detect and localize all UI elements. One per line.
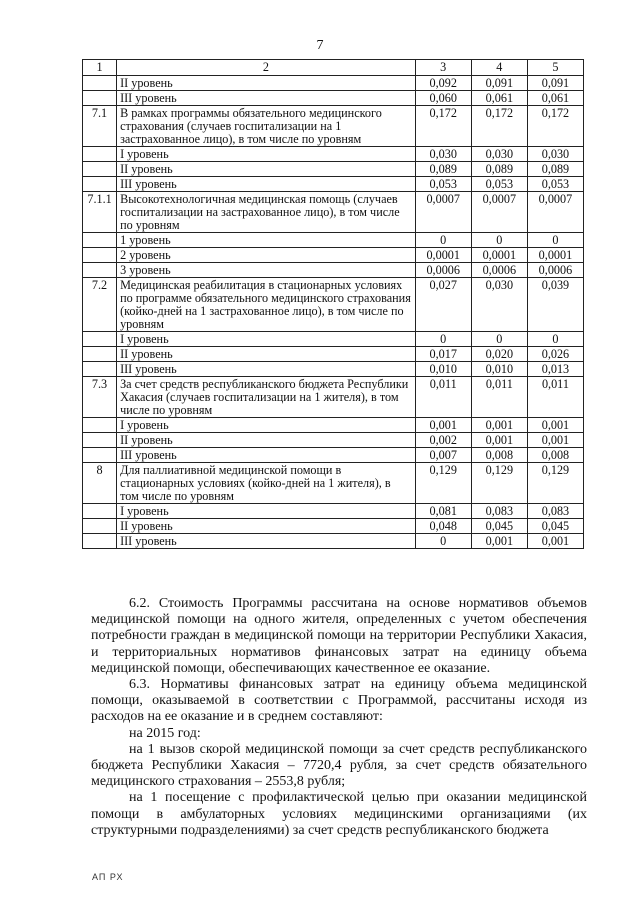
body-text (91, 596, 587, 839)
value-2016-cell: 0,008 (471, 448, 527, 463)
paragraph-year: на 2015 год: (129, 725, 201, 741)
value-2015-cell: 0 (415, 534, 471, 549)
value-2017-cell: 0,045 (527, 519, 583, 534)
value-2015-cell: 0,017 (415, 347, 471, 362)
value-2017-cell: 0,053 (527, 177, 583, 192)
value-2015-cell: 0,053 (415, 177, 471, 192)
value-2015-cell: 0,030 (415, 147, 471, 162)
row-number-cell (83, 362, 117, 377)
table-row (83, 362, 584, 377)
value-2016-cell: 0,001 (471, 433, 527, 448)
value-2015-cell: 0,002 (415, 433, 471, 448)
row-description-cell: III уровень (117, 448, 416, 463)
table-row (83, 162, 584, 177)
value-2017-cell: 0 (527, 233, 583, 248)
value-2016-cell: 0,030 (471, 278, 527, 332)
table-row (83, 504, 584, 519)
table-row (83, 278, 584, 332)
header-cell: 4 (471, 60, 527, 76)
table-row (83, 377, 584, 418)
header-cell: 1 (83, 60, 117, 76)
value-2017-cell: 0,129 (527, 463, 583, 504)
archive-mark: АП РХ (92, 872, 124, 882)
value-2016-cell: 0,010 (471, 362, 527, 377)
value-2015-cell: 0,001 (415, 418, 471, 433)
row-description-cell: II уровень (117, 76, 416, 91)
row-description-cell: III уровень (117, 534, 416, 549)
value-2016-cell: 0,089 (471, 162, 527, 177)
value-2015-cell: 0 (415, 233, 471, 248)
paragraph-6-2: 6.2. Стоимость Программы рассчитана на основе нормативов объемов медицинской помощи на одного жителя, определенных с учетом обеспечения потребности граждан в медицинской помощи на территории Республики Хакасия, и территориальных нормативов финансовых затрат на единицу объема медицинской помощи, обеспечивающих качественное ее оказание. (91, 596, 587, 676)
value-2017-cell: 0,026 (527, 347, 583, 362)
table-row (83, 433, 584, 448)
row-number-cell (83, 418, 117, 433)
value-2015-cell: 0,007 (415, 448, 471, 463)
paragraph-6-3: 6.3. Нормативы финансовых затрат на единицу объема медицинской помощи, оказываемой в соответствии с Программой, рассчитаны исходя из расходов на ее оказание и в среднем составляют: (91, 677, 587, 725)
value-2016-cell: 0,053 (471, 177, 527, 192)
value-2016-cell: 0,030 (471, 147, 527, 162)
value-2017-cell: 0,083 (527, 504, 583, 519)
row-description-cell: I уровень (117, 147, 416, 162)
table-row (83, 147, 584, 162)
row-description-cell: I уровень (117, 332, 416, 347)
value-2017-cell: 0,039 (527, 278, 583, 332)
table-row (83, 263, 584, 278)
row-number-cell: 7.2 (83, 278, 117, 332)
value-2017-cell: 0,001 (527, 534, 583, 549)
table-row (83, 248, 584, 263)
row-description-cell: Медицинская реабилитация в стационарных условиях по программе обязательного медицинского страхования (койко-дней на 1 застрахованное лицо), в том числе по уровням (117, 278, 416, 332)
table-row (83, 463, 584, 504)
value-2017-cell: 0 (527, 332, 583, 347)
table-row (83, 91, 584, 106)
value-2016-cell: 0,020 (471, 347, 527, 362)
value-2015-cell: 0,081 (415, 504, 471, 519)
header-cell: 3 (415, 60, 471, 76)
value-2015-cell: 0,129 (415, 463, 471, 504)
row-number-cell (83, 91, 117, 106)
value-2016-cell: 0,0001 (471, 248, 527, 263)
value-2016-cell: 0,091 (471, 76, 527, 91)
value-2015-cell: 0 (415, 332, 471, 347)
paragraph-visit: на 1 посещение с профилактической целью при оказании медицинской помощи в амбулаторных условиях медицинскими организациями (их структурными подразделениями) за счет средств республиканского бюджета (91, 790, 587, 838)
row-description-cell: III уровень (117, 177, 416, 192)
value-2017-cell: 0,030 (527, 147, 583, 162)
row-number-cell (83, 504, 117, 519)
table-row (83, 76, 584, 91)
value-2015-cell: 0,092 (415, 76, 471, 91)
row-description-cell: В рамках программы обязательного медицинского страхования (случаев госпитализации на 1 застрахованное лицо), в том числе по уровням (117, 106, 416, 147)
table-row (83, 192, 584, 233)
table-row (83, 534, 584, 549)
value-2015-cell: 0,048 (415, 519, 471, 534)
row-number-cell (83, 263, 117, 278)
value-2015-cell: 0,172 (415, 106, 471, 147)
row-description-cell: 3 уровень (117, 263, 416, 278)
row-number-cell (83, 177, 117, 192)
row-number-cell (83, 233, 117, 248)
table-row (83, 418, 584, 433)
value-2015-cell: 0,010 (415, 362, 471, 377)
value-2017-cell: 0,089 (527, 162, 583, 177)
table-row (83, 177, 584, 192)
table-row (83, 233, 584, 248)
table-row (83, 448, 584, 463)
value-2016-cell: 0,0007 (471, 192, 527, 233)
value-2017-cell: 0,172 (527, 106, 583, 147)
row-number-cell (83, 448, 117, 463)
value-2015-cell: 0,0006 (415, 263, 471, 278)
table-row (83, 347, 584, 362)
value-2017-cell: 0,001 (527, 433, 583, 448)
row-description-cell: I уровень (117, 504, 416, 519)
value-2016-cell: 0 (471, 233, 527, 248)
value-2017-cell: 0,001 (527, 418, 583, 433)
value-2017-cell: 0,061 (527, 91, 583, 106)
table-row (83, 519, 584, 534)
paragraph-ambulance: на 1 вызов скорой медицинской помощи за счет средств республиканского бюджета Республики Хакасия – 7720,4 рубля, за счет средств обязательного медицинского страхования – 2553,8 рубля; (91, 741, 587, 790)
value-2017-cell: 0,008 (527, 448, 583, 463)
table-row (83, 106, 584, 147)
value-2017-cell: 0,0007 (527, 192, 583, 233)
row-number-cell (83, 147, 117, 162)
value-2017-cell: 0,0001 (527, 248, 583, 263)
value-2015-cell: 0,0001 (415, 248, 471, 263)
value-2015-cell: 0,027 (415, 278, 471, 332)
row-description-cell: II уровень (117, 347, 416, 362)
row-description-cell: За счет средств республиканского бюджета Республики Хакасия (случаев госпитализации на 1 жителя), в том числе по уровням (117, 377, 416, 418)
row-description-cell: II уровень (117, 162, 416, 177)
header-cell: 5 (527, 60, 583, 76)
value-2016-cell: 0,001 (471, 418, 527, 433)
value-2016-cell: 0,061 (471, 91, 527, 106)
row-description-cell: Для паллиативной медицинской помощи в стационарных условиях (койко-дней на 1 жителя), в том числе по уровням (117, 463, 416, 504)
row-number-cell: 7.3 (83, 377, 117, 418)
value-2016-cell: 0 (471, 332, 527, 347)
value-2015-cell: 0,011 (415, 377, 471, 418)
row-number-cell (83, 162, 117, 177)
row-number-cell (83, 332, 117, 347)
page-number: 7 (316, 38, 324, 53)
table-header-row (83, 60, 584, 76)
value-2017-cell: 0,091 (527, 76, 583, 91)
value-2016-cell: 0,172 (471, 106, 527, 147)
header-cell: 2 (117, 60, 416, 76)
value-2016-cell: 0,001 (471, 534, 527, 549)
row-number-cell (83, 248, 117, 263)
row-number-cell (83, 347, 117, 362)
row-description-cell: Высокотехнологичная медицинская помощь (случаев госпитализации на застрахованное лицо), в том числе по уровням (117, 192, 416, 233)
row-number-cell (83, 519, 117, 534)
row-number-cell (83, 433, 117, 448)
value-2016-cell: 0,011 (471, 377, 527, 418)
table-body (83, 76, 584, 549)
row-number-cell (83, 534, 117, 549)
row-description-cell: 2 уровень (117, 248, 416, 263)
row-description-cell: II уровень (117, 519, 416, 534)
row-description-cell: III уровень (117, 91, 416, 106)
value-2017-cell: 0,011 (527, 377, 583, 418)
value-2015-cell: 0,0007 (415, 192, 471, 233)
row-number-cell (83, 76, 117, 91)
value-2015-cell: 0,089 (415, 162, 471, 177)
value-2016-cell: 0,0006 (471, 263, 527, 278)
table-row (83, 332, 584, 347)
row-description-cell: III уровень (117, 362, 416, 377)
row-description-cell: II уровень (117, 433, 416, 448)
row-number-cell: 8 (83, 463, 117, 504)
row-description-cell: 1 уровень (117, 233, 416, 248)
value-2016-cell: 0,129 (471, 463, 527, 504)
row-number-cell: 7.1.1 (83, 192, 117, 233)
row-number-cell: 7.1 (83, 106, 117, 147)
norms-table (82, 59, 584, 549)
value-2017-cell: 0,0006 (527, 263, 583, 278)
value-2016-cell: 0,083 (471, 504, 527, 519)
value-2015-cell: 0,060 (415, 91, 471, 106)
value-2016-cell: 0,045 (471, 519, 527, 534)
row-description-cell: I уровень (117, 418, 416, 433)
value-2017-cell: 0,013 (527, 362, 583, 377)
